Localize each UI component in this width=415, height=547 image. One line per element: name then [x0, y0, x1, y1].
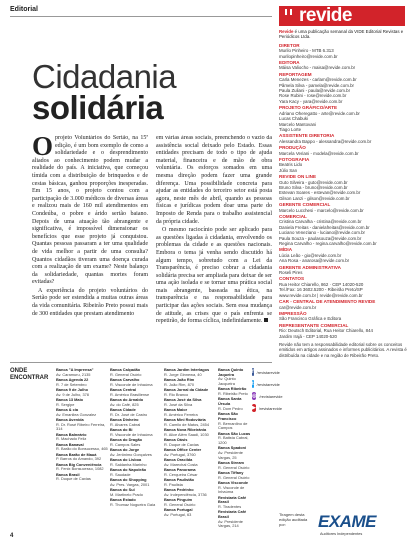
store-item [218, 471, 252, 480]
store-name: Banca Avenida [56, 417, 84, 422]
store-name: Banca do Arnaldo [110, 397, 144, 402]
masthead-heading: GERENTE COMERCIAL [279, 202, 331, 208]
masthead-line: São Francisco Gráfica e Editora [279, 316, 342, 322]
masthead-line: Alessandra Bappo - alessandra@revide.com.br [279, 138, 372, 144]
store-name: Banca Oásis [164, 437, 188, 442]
revide-logo-bar [279, 6, 405, 26]
masthead-line: Regina Carvalho - regina.carvalho@revide.com.br [279, 241, 377, 247]
store-address: R. Américo Ferreira [164, 411, 198, 417]
social-link[interactable] [252, 392, 283, 400]
store-name: Banca Oracilda [164, 457, 193, 462]
store-address: Av. do Café, 825 [110, 401, 139, 407]
social-handle: /revistarevide [259, 393, 283, 399]
store-name: Banca do Sul [110, 487, 135, 492]
masthead-heading: EDITORA [279, 60, 300, 66]
store-name: Banca Panorama [164, 467, 196, 472]
masthead-line: Rose Rubini - rose@revide.com.br [279, 93, 347, 99]
masthead [279, 29, 407, 358]
store-item [218, 397, 252, 411]
store-item [56, 418, 108, 432]
article-paragraph: projeto Voluntários do Sertão, na 15ª edição, é um bom exemplo de como a solidariedade e o desprendimento aliados ao conhecimento podem mudar a realidade do país. A iniciativa, que começou tímida com a distribuição de brinquedos e de cestas básicas, ganhou proporções inesperadas. Em 15 anos, o projeto contou com a participação de 3.000 médicos de diversas áreas e realizou mais de 160 mil atendimentos em Condeúba, o pobre e árido sertão baiano. Depois de uma atuação tão abrangente e significativa, é impossível dimensionar os benefícios que esse projeto já conquistou. Quantas pessoas passaram a ter uma qualidade de vida melhor a partir de uma consulta? Quantos cidadãos tiveram uma doença curada com a realização de um exame? Neste balanço da solidariedade, quantas mortes foram evitadas? [32, 135, 148, 286]
facebook-icon: f [252, 369, 254, 375]
store-name: Banca Paulistão [164, 477, 195, 482]
store-address: M. Martinelo Prado [110, 491, 143, 497]
store-item [110, 398, 162, 407]
tick-mark [285, 9, 287, 15]
store-item [164, 408, 216, 417]
store-name: Banca Stream [218, 459, 244, 465]
store-list [56, 367, 283, 529]
masthead-line: Daniela Freitas - danielafreitas@revide.com.br [279, 224, 370, 230]
store-address: R. Duque de Caxias [56, 476, 91, 482]
store-item [164, 478, 216, 487]
store-name: Banca Ribeirão [218, 386, 247, 392]
masthead-line: www.revide.com.br | revide@revide.com.br [279, 292, 363, 298]
store-address: R. Visconde de Inhaúma [110, 381, 153, 387]
store-address: R. Saldanha Marinho [110, 461, 147, 467]
store-name: Banca do Bi [110, 427, 133, 432]
store-address: R. Paulista [164, 481, 183, 487]
store-item [218, 412, 252, 431]
exame-brand [318, 512, 406, 532]
store-address: P. Barros do Amando, 392 [56, 456, 102, 462]
tick-mark [290, 9, 292, 15]
store-item [110, 408, 162, 417]
store-item [56, 408, 108, 417]
store-address: R. Ribeirão Preto [218, 391, 248, 397]
store-name: Banca Visconde [218, 479, 248, 485]
store-address: Av. Pres. Vargas, 2001 [110, 481, 150, 487]
masthead-line: murilopinheiro@revide.com.br [279, 53, 338, 59]
store-address: R. Tiradentes [218, 504, 242, 510]
store-item [164, 418, 216, 427]
masthead-line: Júlio San [279, 167, 298, 173]
masthead-intro-text: é uma publicação semanal da VIDE Editorial Revistas e Periódicos Ltda. [279, 29, 404, 40]
masthead-line: Paula Zuliani - paula@revide.com.br [279, 88, 351, 94]
store-name: Banca Spadoni [218, 445, 247, 451]
store-address: R. Américo Brasiliense [110, 391, 150, 397]
headline-line-1: Cidadania [32, 58, 177, 95]
store-item [110, 368, 162, 377]
drop-cap: O [32, 135, 54, 161]
social-handle: /revistarevide [256, 381, 280, 387]
masthead-line: Marcela Veriani - modela@revide.com.br [279, 150, 359, 156]
store-address: R. General Osório [164, 501, 196, 507]
masthead-heading: REVIDE ON LINE [279, 174, 317, 180]
store-address: R. Jorge Ginnewa, 40 [164, 371, 202, 377]
store-item [164, 448, 216, 457]
store-address: R. General Osório [218, 464, 250, 470]
masthead-line: Lucas Chabuki [279, 116, 309, 122]
store-address: Av. Independência, 3736 [164, 491, 207, 497]
where-to-find [10, 368, 49, 382]
store-item [164, 378, 216, 387]
masthead-heading: REPRESENTANTE COMERCIAL [279, 322, 349, 328]
store-name: Banca do Jorge [110, 447, 140, 452]
store-item [56, 378, 108, 387]
masthead-heading: PROJETO GRÁFICO/ARTE [279, 105, 338, 111]
masthead-heading: IMPRESSÃO [279, 310, 307, 316]
article-column-right [156, 135, 272, 327]
masthead-heading: DIRETOR [279, 42, 300, 48]
middle-divider [10, 362, 272, 363]
store-name: Banca Tiffany [218, 469, 244, 475]
exame-seal [318, 512, 406, 536]
masthead-heading: REPORTAGEM [279, 71, 312, 77]
store-address: R. Visconde de Inhaúma [218, 484, 245, 495]
masthead-line: Gilson Lanzi - gilson@revide.com.br [279, 195, 350, 201]
store-name: Banca Dinheiro [110, 417, 139, 422]
store-address: R. Bernardino de Campos [218, 420, 248, 431]
social-link[interactable] [252, 380, 280, 388]
store-name: Banca Balneário [56, 431, 87, 437]
store-item [164, 498, 216, 507]
twitter-icon: t [252, 381, 254, 387]
store-address: Av. 9 de Julho, 378 [56, 391, 89, 397]
store-address: R. Camilo de Matos, 2454 [164, 421, 209, 427]
social-handle: /revistarevide [256, 369, 280, 375]
store-item [110, 448, 162, 457]
store-name: Banca 9 de Julho [56, 387, 88, 392]
store-item [218, 387, 252, 396]
store-item [110, 478, 162, 487]
store-address: Av. Caramuru, 2135 [56, 371, 91, 377]
social-link[interactable] [252, 368, 280, 376]
store-item [110, 428, 162, 437]
masthead-line: Máisa Valiocho - maisa@revide.com.br [279, 65, 356, 71]
store-name: Banca do Shopping [110, 477, 147, 482]
masthead-line: Paula Souza - paulasouza@revide.com.br [279, 235, 362, 241]
store-address: R. Machado Feliz [56, 436, 87, 442]
store-name: Banca Banaval [56, 441, 84, 447]
masthead-heading: ASSISTENTE DIRETORIA [279, 133, 335, 139]
store-item [218, 446, 252, 460]
store-item [56, 398, 108, 407]
store-item [164, 388, 216, 397]
store-name: Banca São Lucas [218, 430, 251, 436]
store-name: Banca Mini Rodoviária [164, 417, 206, 422]
masthead-line: Marcelo Mantovani [279, 121, 317, 127]
store-name: Banca Portugal [164, 507, 193, 512]
store-item [164, 368, 216, 377]
store-address: R. João Rim, 870 [164, 381, 195, 387]
store-name: Banca & cia [56, 407, 79, 412]
store-address: Av. Marechal Costa [164, 461, 198, 467]
masthead-line: Luciano Veneziano - luciano@revide.com.br [279, 230, 365, 236]
store-address: R. Saudade [110, 471, 131, 477]
store-item [164, 458, 216, 467]
store-item [56, 368, 108, 377]
masthead-heading: PRODUÇÃO [279, 145, 306, 151]
store-item [110, 388, 162, 397]
store-item [164, 438, 216, 447]
store-name: Banca Pinguim [164, 497, 193, 502]
masthead-heading: COMERCIAL [279, 214, 307, 219]
article-column-left [32, 135, 148, 319]
store-name: Banca Big Conveniência [56, 461, 102, 467]
store-name: Banca Office Center [164, 447, 202, 452]
store-address: R. Thomaz Nogueira Gaia [110, 501, 156, 507]
store-item [110, 438, 162, 447]
article-paragraph: O mesmo raciocínio pode ser aplicado para as questões ligadas à cidadania, envolvendo os problemas da cidade e as questões nacionais. Embora o tema já venha sendo discutido há algum tempo, sobretudo com a Lei da Transparência, é preciso cobrar a cidadania solidária precisa ser ampliada para deixar de ser uma ação isolada e se tornar uma prática social mais abrangente, baseada na ética, na transparência e na responsabilidade para participar das ações sociais. Sem essa mudança de atitude, as crises que o país enfrenta se repetirão, de forma cíclica, indefinidamente. [156, 227, 272, 325]
article-paragraph: em várias áreas sociais, preenchendo o vazio da assistência social deixado pelo Estado. Essas entidades precisam de todo o tipo de ajuda material, financeira e de mão de obra voluntária. Os esforços somados em uma mesma direção podem fazer uma grande diferença. Uma possibilidade concreta para ajudar as entidades do terceiro setor está posta agora, neste mês de abril, quando as pessoas físicas e jurídicas podem doar uma parte do Imposto de Renda para o trabalho assistencial da própria cidade. [156, 135, 272, 225]
store-item [110, 418, 162, 427]
store-address: R. Dr. José de Castro [110, 411, 148, 417]
article-body [32, 135, 272, 359]
masthead-line: Jardim Irajá - CEP 14020-520 [279, 333, 338, 339]
store-item [218, 432, 252, 446]
masthead-line: Yara Kacy - yara@revide.com.br [279, 98, 343, 104]
masthead-line: Lúcia Leão - gio@revide.com.br [279, 252, 342, 258]
store-address: Av. Quinto Jacqueira [218, 376, 236, 387]
store-name: Banca São Francisco [218, 411, 238, 421]
store-name: Banca do Lisboa [110, 457, 142, 462]
store-item [110, 488, 162, 497]
social-link[interactable] [252, 404, 282, 412]
store-address: R. José da Silva [164, 401, 193, 407]
store-address: R. Dom Pedro [218, 405, 243, 411]
store-name: Banca Carvalho [110, 377, 140, 382]
store-name: Banca Pedrinho [164, 487, 194, 492]
masthead-line: Rua Heitor Chiarello, 862 · CEP 14020-520 [279, 281, 364, 287]
masthead-line: car@revide.com.br [279, 304, 317, 310]
masthead-line: Tiago Lorte [279, 126, 302, 132]
store-item [56, 453, 108, 462]
store-address: Av. Portugal, 63 [164, 511, 192, 517]
store-item [56, 388, 108, 397]
store-address: R. Rio Branco [164, 391, 189, 397]
store-name: Banca Brasil [56, 471, 80, 477]
masthead-heading: FOTOGRAFIA [279, 156, 310, 162]
exame-subtitle: Auditores Independentes [320, 532, 363, 536]
masthead-line: Rio: Deutsch Editorial, Rua Heitor Chiarello, 844 [279, 328, 373, 334]
social-handle: /revistarevide [258, 405, 282, 411]
masthead-heading: MÍDIA [279, 247, 293, 253]
store-name: Banca Estado [110, 497, 136, 502]
store-item [56, 463, 108, 472]
article-paragraph: A experiência do projeto voluntários do Sertão pode ser estendida a muitas outras áreas da vida comunitária. Ribeirão Preto possui mais de 300 entidades que prestam atendimento [32, 287, 148, 317]
store-name: Banca Central [110, 387, 137, 392]
store-address: R. General Osório [218, 474, 250, 480]
social-links [252, 368, 283, 416]
masthead-line: Revide não tem a responsabilidade editorial sobre os conceitos emitidos em artigos assinados e informes publicitários. A revista é distribuída na cidade e na região de Ribeirão Preto. [279, 341, 407, 358]
masthead-line: Estevan Soares - estevan@revide.com.br [279, 190, 361, 196]
store-address: R. Batista Cabral, 1200 [218, 435, 249, 445]
store-address: R. Fenix Bonsucesso, 1082 [56, 466, 104, 472]
store-item [164, 508, 216, 517]
exame-name: EXAME [318, 512, 376, 531]
store-name: Banca Quinto Jaqueira [218, 367, 244, 377]
store-item [110, 378, 162, 387]
headline [32, 58, 272, 126]
store-address: Av. Presidente Vargas, 25 [218, 449, 243, 460]
store-name: Banca 13 Maio [56, 397, 84, 402]
store-address: R. Sergipe [56, 401, 75, 407]
revide-logo: revide [299, 5, 352, 26]
store-name: Banca "A Imprensa" [56, 367, 94, 372]
store-column-3 [164, 368, 216, 518]
masthead-line: Tel./Fax: 16 3602.5200 - Ribeirão Preto/SP [279, 287, 363, 293]
store-address: R. General Osório [110, 371, 142, 377]
store-address: R. Visconde de Inhaúma [110, 431, 153, 437]
store-name: Revistaria Café Brasil [218, 509, 247, 520]
store-name: Banca Jardim Interlagos [164, 367, 210, 372]
store-address: Av. Portugal, 3760 [164, 451, 196, 457]
store-address: R. Cerqueira César [164, 471, 198, 477]
store-name: Banca Calçadão [110, 367, 141, 372]
store-name: Banca Agenda 22 [56, 377, 89, 382]
store-item [56, 473, 108, 482]
store-item [218, 481, 252, 495]
store-item [164, 428, 216, 437]
store-item [56, 433, 108, 442]
masthead-line: Adriano Oheregatto - arte@revide.com.br [279, 110, 360, 116]
youtube-icon: ▶ [252, 405, 256, 411]
store-item [110, 498, 162, 507]
store-item [218, 461, 252, 470]
store-name: Banca do Napoleão [110, 467, 147, 472]
top-divider [10, 16, 272, 17]
masthead-brand: Revide [279, 29, 294, 34]
store-address: R. Alvares Cabral [110, 421, 141, 427]
masthead-line: Cristina Carvalha - cristina@revide.com.br [279, 219, 362, 225]
tiragem-note: Tiragem desta edição auditada por: [279, 512, 308, 527]
store-item [164, 488, 216, 497]
store-column-2 [110, 368, 162, 508]
store-address: Av. Jerônimo Gonçalves [110, 451, 152, 457]
store-name: Banca Jornal da Cidade [164, 387, 209, 392]
store-item [164, 398, 216, 407]
store-name: Banca do Dragão [110, 437, 142, 442]
masthead-line: Murilo Pinheiro - MTB 6.313 [279, 48, 334, 54]
store-address: Av. Presidente Vargas, 214 [218, 518, 243, 529]
masthead-line: Roseli Pires [279, 270, 303, 276]
store-column-1 [56, 368, 108, 483]
store-name: Banca Cidade [110, 407, 136, 412]
store-item [164, 468, 216, 477]
masthead-line: Pâmela Silva - pamela@revide.com.br [279, 82, 354, 88]
store-column-4 [218, 368, 252, 530]
store-item [218, 510, 252, 529]
masthead-line: Marcelo Lucchesi - marcelo@revide.com.br [279, 207, 364, 213]
page-number: 4 [10, 533, 14, 539]
section-label: Editorial [10, 6, 39, 13]
masthead-line: Guto Silveira - guto@revide.com.br [279, 179, 348, 185]
store-name: Banca Santa Úrsula [218, 396, 242, 407]
masthead-line: Ana Rosa - anarosa@revide.com.br [279, 258, 350, 264]
where-title-1: ONDE [10, 368, 28, 374]
store-address: R. Barão do Bonsucesso, 465 [56, 446, 108, 452]
store-name: Banca José da Silva [164, 397, 202, 402]
store-item [218, 496, 252, 510]
store-item [110, 458, 162, 467]
instagram-icon: ◎ [252, 393, 257, 399]
store-address: R. Dr. Rosé Ribeiro Ferreira, 314 [56, 421, 106, 432]
store-address: R. Duque de Caxias [164, 441, 199, 447]
store-address: R. 7 de Setembro [56, 381, 87, 387]
store-name: Banca Nova Ribeirânia [164, 427, 207, 432]
store-item [110, 468, 162, 477]
masthead-heading: CONTATOS [279, 276, 305, 282]
masthead-heading: GERENTE ADMINISTRATIVA [279, 264, 341, 270]
headline-line-2: solidária [32, 89, 164, 126]
masthead-heading: CAR - CENTRAL DE ATENDIMENTO REVIDE [279, 299, 376, 305]
masthead-line: Carla Menezes - carlam@revide.com.br [279, 77, 357, 83]
masthead-line: Bruno Silva - bruno@revide.com.br [279, 184, 348, 190]
masthead-intro [279, 29, 407, 40]
masthead-line: Beatris Lido [279, 162, 303, 168]
store-name: Banca João Rim [164, 377, 195, 382]
end-mark [264, 318, 268, 322]
store-item [56, 443, 108, 452]
store-address: R. Alice Além Saadi, 1030 [164, 431, 209, 437]
where-title-2: ENCONTRAR [10, 375, 49, 381]
store-name: Banca Barão de Mauá [56, 451, 97, 457]
store-name: Revistaria Café Brasil [218, 494, 247, 505]
store-item [218, 368, 252, 387]
store-address: Av. Emanllea Gonzalez [56, 411, 97, 417]
store-address: R. Campos Sales [110, 441, 141, 447]
store-name: Banca Maior [164, 407, 188, 412]
